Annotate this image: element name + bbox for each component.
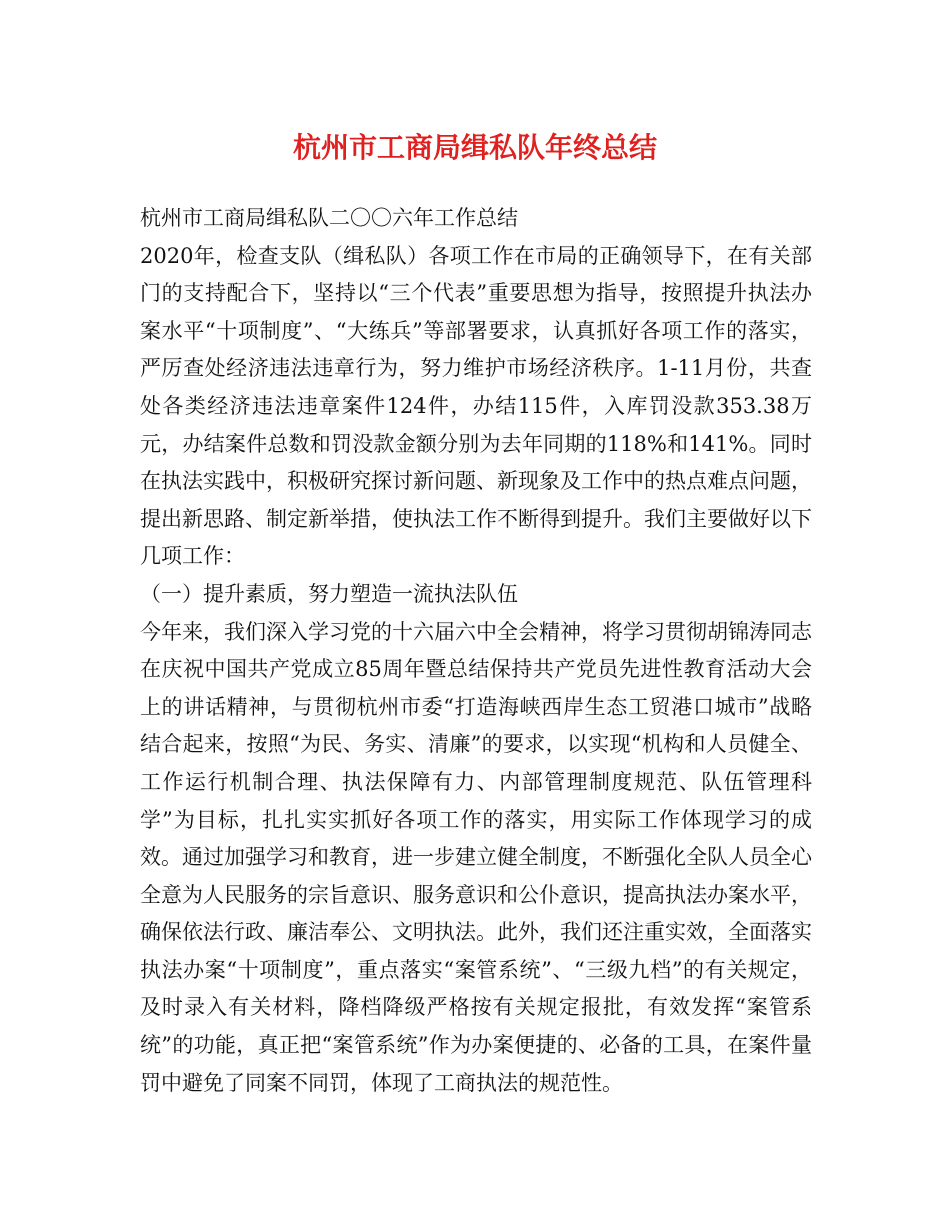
intro-paragraph: 2020年，检查支队（缉私队）各项工作在市局的正确领导下，在有关部门的支持配合下，坚持以“三个代表”重要思想为指导，按照提升执法办案水平“十项制度”、“大练兵”等部署要求，认真抓好各项工作的落实，严厉查处经济违法违章行为，努力维护市场经济秩序。1-11月份，共查处各类经济违法违章案件124件，办结115件，入库罚没款353.38万元，办结案件总数和罚没款金额分别为去年同期的118%和141%。同时在执法实践中，积极研究探讨新问题、新现象及工作中的热点难点问题，提出新思路、制定新举措，使执法工作不断得到提升。我们主要做好以下几项工作： bbox=[140, 243, 812, 569]
document-title: 杭州市工商局缉私队年终总结 bbox=[292, 131, 657, 164]
section-heading: （一）提升素质，努力塑造一流执法队伍 bbox=[140, 581, 518, 606]
subtitle-paragraph: 杭州市工商局缉私队二〇〇六年工作总结 bbox=[140, 206, 518, 230]
section-paragraph: 今年来，我们深入学习党的十六届六中全会精神，将学习贯彻胡锦涛同志在庆祝中国共产党成立85周年暨总结保持共产党员先进性教育活动大会上的讲话精神，与贯彻杭州市委“打造海峡西岸生态工贸港口城市”战略结合起来，按照“为民、务实、清廉”的要求，以实现“机构和人员健全、工作运行机制合理、执法保障有力、内部管理制度规范、队伍管理科学”为目标，扎扎实实抓好各项工作的落实，用实际工作体现学习的成效。通过加强学习和教育，进一步建立健全制度，不断强化全队人员全心全意为人民服务的宗旨意识、服务意识和公仆意识，提高执法办案水平，确保依法行政、廉洁奉公、文明执法。此外，我们还注重实效，全面落实执法办案“十项制度”，重点落实“案管系统”、“三级九档”的有关规定，及时录入有关材料，降档降级严格按有关规定报批，有效发挥“案管系统”的功能，真正把“案管系统”作为办案便捷的、必备的工具，在案件量罚中避免了同案不同罚，体现了工商执法的规范性。 bbox=[140, 619, 812, 1095]
document-body bbox=[140, 200, 812, 1102]
